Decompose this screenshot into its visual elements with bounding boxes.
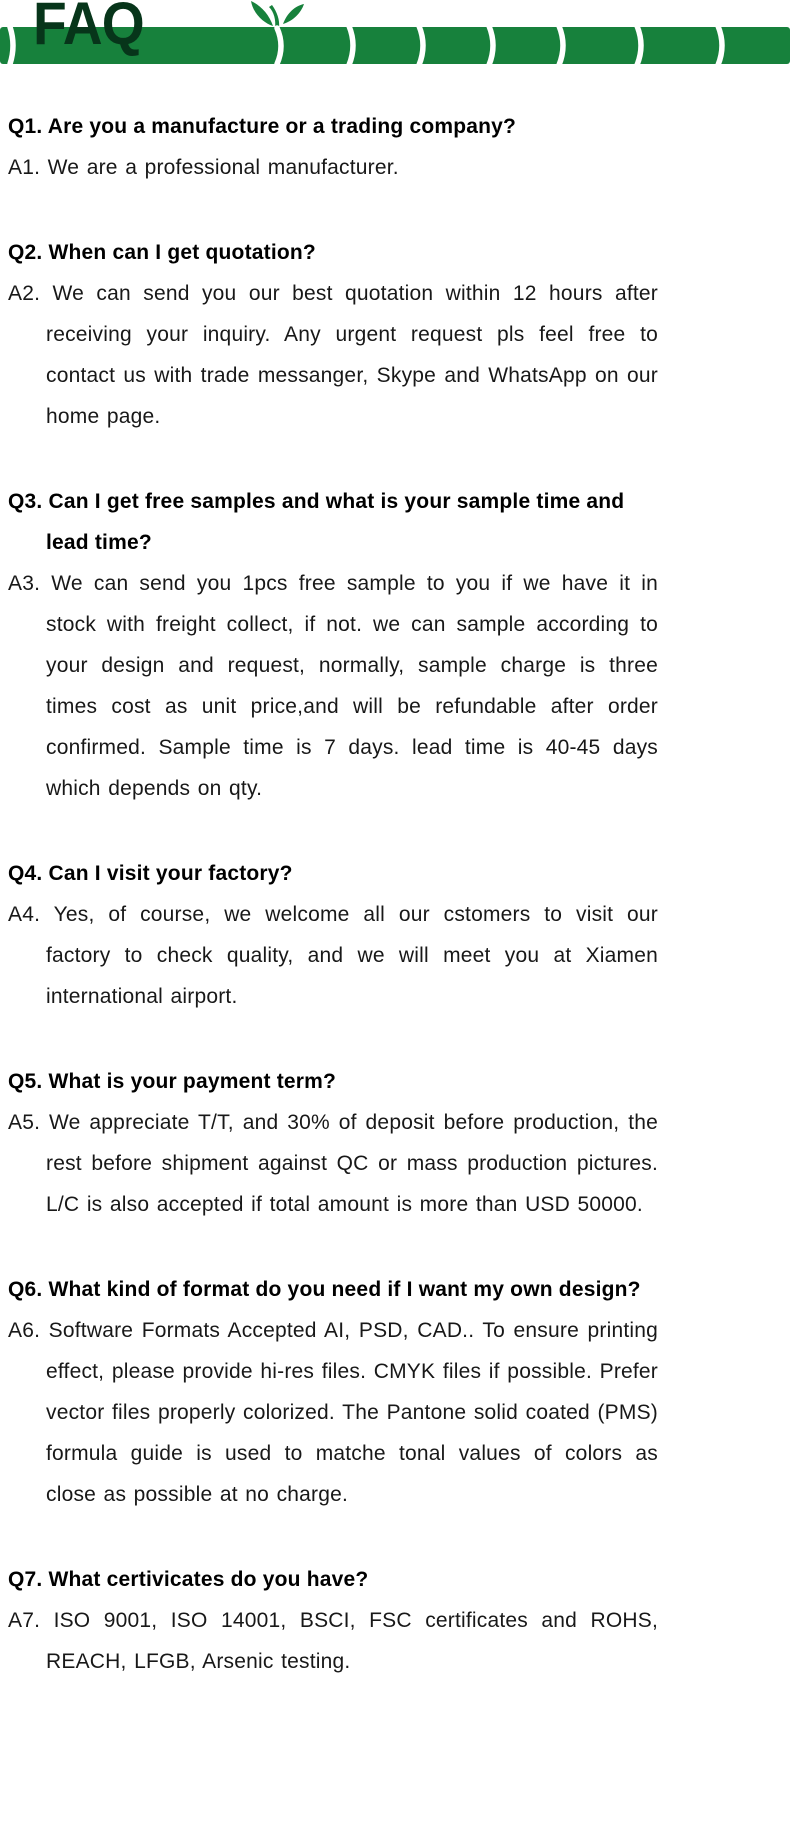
bamboo-leaf-icon [283, 4, 304, 24]
question-text: Q1. Are you a manufacture or a trading company? [8, 115, 517, 138]
answer-text: A1. We are a professional manufacturer. [8, 156, 399, 179]
faq-item-1 [8, 106, 658, 188]
faq-item-2 [8, 232, 658, 437]
question-text: Q7. What certivicates do you have? [8, 1568, 369, 1591]
faq-item-5 [8, 1061, 658, 1225]
answer-text: A7. ISO 9001, ISO 14001, BSCI, FSC certificates and ROHS, REACH, LFGB, Arsenic testing. [8, 1609, 658, 1673]
faq-item-6 [8, 1269, 658, 1515]
answer-text: A5. We appreciate T/T, and 30% of deposit before production, the rest before shipment against QC or mass production pictures. L/C is also accepted if total amount is more than USD 50000. [8, 1111, 658, 1216]
bamboo-leaf-icon [251, 1, 273, 26]
answer-text: A3. We can send you 1pcs free sample to you if we have it in stock with freight collect, if not. we can sample according to your design and request, normally, sample charge is three times cost as unit price,and will be refundable after order confirmed. Sample time is 7 days. lead time is 40-45 days which depends on qty. [8, 572, 658, 800]
faq-header-banner [0, 0, 790, 70]
answer-text: A6. Software Formats Accepted AI, PSD, CAD.. To ensure printing effect, please provide hi-res files. CMYK files if possible. Prefer vector files properly colorized. The Pantone solid coated (PMS) formula guide is used to matche tonal values of colors as close as possible at no charge. [8, 1319, 658, 1506]
faq-item-4 [8, 853, 658, 1017]
question-text: Q3. Can I get free samples and what is your sample time and lead time? [8, 490, 625, 554]
answer-text: A4. Yes, of course, we welcome all our cstomers to visit our factory to check quality, and we will meet you at Xiamen international airport. [8, 903, 658, 1008]
question-text: Q5. What is your payment term? [8, 1070, 337, 1093]
question-text: Q4. Can I visit your factory? [8, 862, 293, 885]
faq-item-3 [8, 481, 658, 809]
question-text: Q2. When can I get quotation? [8, 241, 316, 264]
page-title: FAQ [33, 0, 144, 57]
faq-content [0, 70, 790, 1710]
question-text: Q6. What kind of format do you need if I want my own design? [8, 1278, 641, 1301]
faq-item-7 [8, 1559, 658, 1682]
answer-text: A2. We can send you our best quotation within 12 hours after receiving your inquiry. Any urgent request pls feel free to contact us with trade messanger, Skype and WhatsApp on our home page. [8, 282, 658, 428]
